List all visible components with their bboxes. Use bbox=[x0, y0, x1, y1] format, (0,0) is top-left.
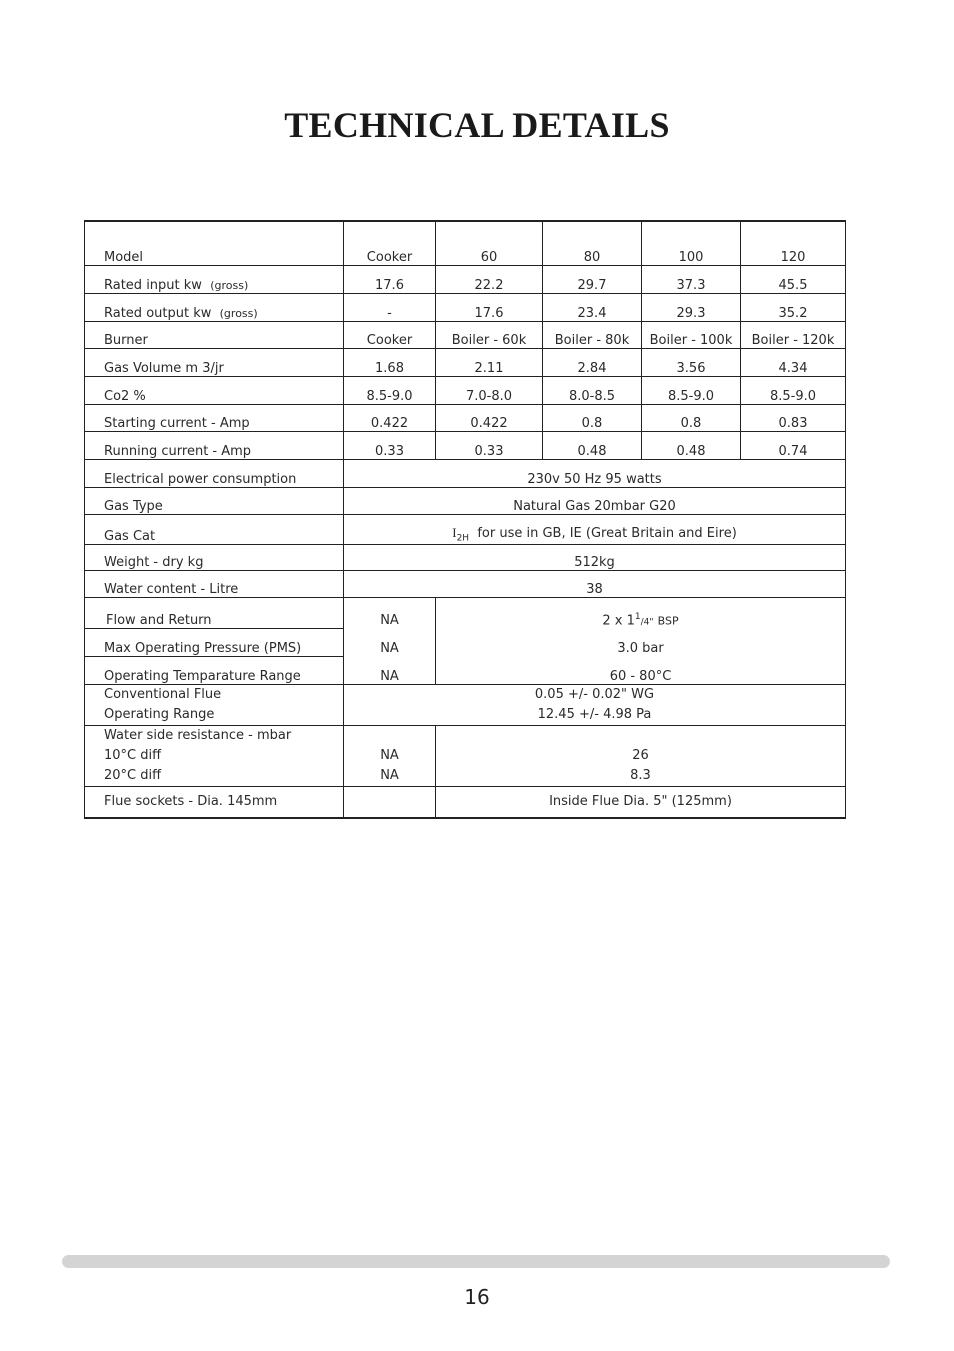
cell: 23.4 bbox=[543, 293, 642, 321]
cell: 35.2 bbox=[741, 293, 846, 321]
table-row bbox=[85, 459, 846, 487]
cell: 4.34 bbox=[741, 348, 846, 376]
cell: 0.48 bbox=[543, 431, 642, 459]
footer-bar bbox=[62, 1255, 890, 1268]
cell: 2.11 bbox=[436, 348, 543, 376]
cell-span: Inside Flue Dia. 5" (125mm) bbox=[436, 786, 846, 818]
row-label: Gas Volume m 3/jr bbox=[85, 348, 344, 376]
table-row bbox=[85, 514, 846, 544]
table-row bbox=[85, 684, 846, 725]
cell: 22.2 bbox=[436, 265, 543, 293]
row-label: Rated output kw (gross) bbox=[85, 293, 344, 321]
row-label: Gas Type bbox=[85, 487, 344, 514]
cell: 0.8 bbox=[543, 404, 642, 431]
table-row bbox=[85, 786, 846, 818]
cell-span: Natural Gas 20mbar G20 bbox=[344, 487, 846, 514]
table-row bbox=[85, 597, 846, 628]
cell-span: 38 bbox=[344, 570, 846, 597]
row-label: Flow and Return bbox=[85, 597, 344, 628]
cell-span: $I_{2H}$ for use in GB, IE (Great Britain and Eire) bbox=[344, 514, 846, 544]
technical-details-table bbox=[84, 220, 846, 819]
row-label: Burner bbox=[85, 321, 344, 348]
cell: 1.68 bbox=[344, 348, 436, 376]
table-row bbox=[85, 321, 846, 348]
cell: 8.0-8.5 bbox=[543, 376, 642, 404]
row-label: Flue sockets - Dia. 145mm bbox=[85, 786, 344, 818]
row-label: Water side resistance - mbar 10°C diff 20°C diff bbox=[85, 725, 344, 786]
header-col-120: 120 bbox=[741, 221, 846, 265]
cell: 8.5-9.0 bbox=[344, 376, 436, 404]
cell-span: 0.05 +/- 0.02" WG 12.45 +/- 4.98 Pa bbox=[344, 684, 846, 725]
cell-span: 2 x $1^1/4$" BSP bbox=[436, 597, 846, 628]
cell bbox=[344, 786, 436, 818]
cell: 7.0-8.0 bbox=[436, 376, 543, 404]
row-label: Conventional Flue Operating Range bbox=[85, 684, 344, 725]
table-row bbox=[85, 628, 846, 656]
table-row bbox=[85, 293, 846, 321]
table-row bbox=[85, 265, 846, 293]
cell: 17.6 bbox=[436, 293, 543, 321]
cell: 37.3 bbox=[642, 265, 741, 293]
cell: 0.8 bbox=[642, 404, 741, 431]
header-col-cooker: Cooker bbox=[344, 221, 436, 265]
cell-span: 3.0 bar bbox=[436, 628, 846, 656]
table-row bbox=[85, 431, 846, 459]
table-row bbox=[85, 376, 846, 404]
cell: 3.56 bbox=[642, 348, 741, 376]
header-label: Model bbox=[85, 221, 344, 265]
cell: 8.5-9.0 bbox=[642, 376, 741, 404]
cell-span: 512kg bbox=[344, 544, 846, 570]
cell-span: 230v 50 Hz 95 watts bbox=[344, 459, 846, 487]
cell: NA bbox=[344, 656, 436, 684]
cell: - bbox=[344, 293, 436, 321]
row-label: Rated input kw (gross) bbox=[85, 265, 344, 293]
row-label: Weight - dry kg bbox=[85, 544, 344, 570]
cell: 45.5 bbox=[741, 265, 846, 293]
cell: 29.3 bbox=[642, 293, 741, 321]
row-label: Electrical power consumption bbox=[85, 459, 344, 487]
cell: 0.83 bbox=[741, 404, 846, 431]
cell: NA bbox=[344, 597, 436, 628]
row-label: Running current - Amp bbox=[85, 431, 344, 459]
cell-span: 60 - 80°C bbox=[436, 656, 846, 684]
row-label: Water content - Litre bbox=[85, 570, 344, 597]
table-row bbox=[85, 570, 846, 597]
cell-span: 26 8.3 bbox=[436, 725, 846, 786]
table-row bbox=[85, 725, 846, 786]
cell: 0.33 bbox=[344, 431, 436, 459]
table-row bbox=[85, 404, 846, 431]
page-number: 16 bbox=[464, 1285, 490, 1309]
cell: 0.422 bbox=[436, 404, 543, 431]
table-row bbox=[85, 544, 846, 570]
cell: NA NA bbox=[344, 725, 436, 786]
cell: 0.48 bbox=[642, 431, 741, 459]
header-col-60: 60 bbox=[436, 221, 543, 265]
cell: Boiler - 120k bbox=[741, 321, 846, 348]
cell: NA bbox=[344, 628, 436, 656]
row-label: Operating Temparature Range bbox=[85, 656, 344, 684]
cell: 8.5-9.0 bbox=[741, 376, 846, 404]
cell: Boiler - 60k bbox=[436, 321, 543, 348]
table-row bbox=[85, 487, 846, 514]
cell: 29.7 bbox=[543, 265, 642, 293]
page-title: TECHNICAL DETAILS bbox=[284, 105, 670, 145]
cell: 0.33 bbox=[436, 431, 543, 459]
row-label: Co2 % bbox=[85, 376, 344, 404]
cell: 0.74 bbox=[741, 431, 846, 459]
row-label: Starting current - Amp bbox=[85, 404, 344, 431]
cell: Boiler - 100k bbox=[642, 321, 741, 348]
table-row bbox=[85, 656, 846, 684]
table-header-row bbox=[85, 221, 846, 265]
cell: 2.84 bbox=[543, 348, 642, 376]
cell: Boiler - 80k bbox=[543, 321, 642, 348]
row-label: Gas Cat bbox=[85, 514, 344, 544]
cell: 17.6 bbox=[344, 265, 436, 293]
header-col-80: 80 bbox=[543, 221, 642, 265]
cell: Cooker bbox=[344, 321, 436, 348]
row-label: Max Operating Pressure (PMS) bbox=[85, 628, 344, 656]
table-row bbox=[85, 348, 846, 376]
header-col-100: 100 bbox=[642, 221, 741, 265]
cell: 0.422 bbox=[344, 404, 436, 431]
